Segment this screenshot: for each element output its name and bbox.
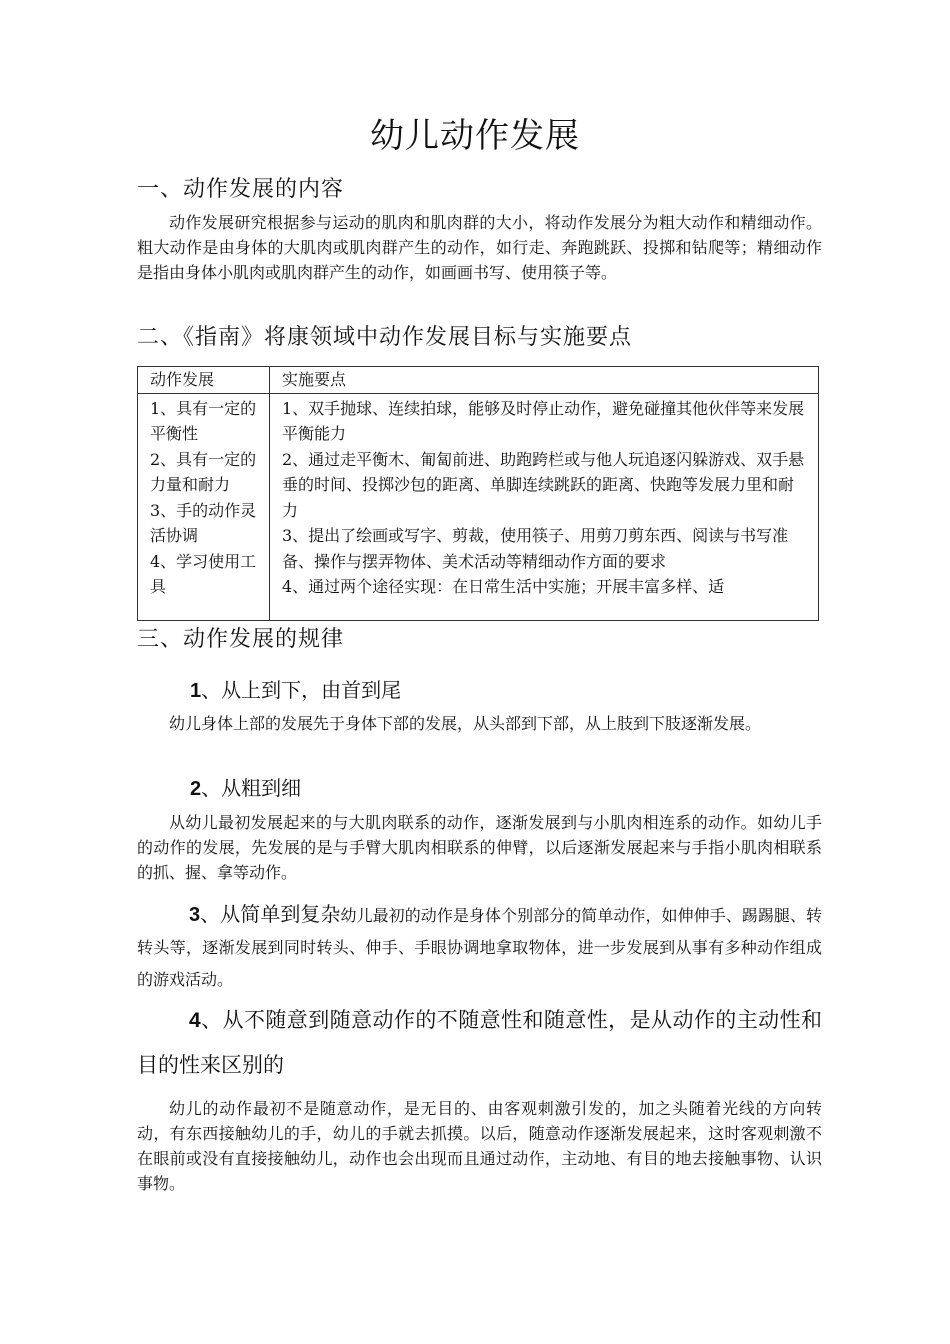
- rule4-title: 4、从不随意到随意动作的不随意性和随意性，是从动作的主动性和目的性来区别的: [137, 1008, 822, 1077]
- rule1-number: 1: [190, 680, 202, 702]
- point-item: 4、通过两个途径实现：在日常生活中实施；开展丰富多样、适: [282, 577, 725, 596]
- goal-item: 4、学习使用工具: [150, 551, 257, 596]
- section1-body: 动作发展研究根据参与运动的肌肉和肌肉群的大小，将动作发展分为粗大动作和精细动作。粗大动作是由身体的大肌肉或肌肉群产生的动作，如行走、奔跑跳跃、投掷和钻爬等；精细动作是指由身体小肌肉或肌肉群产生的动作，如画画书写、使用筷子等。: [137, 213, 822, 282]
- rule4-number: 4: [189, 1009, 201, 1032]
- rule3-number: 3: [189, 904, 201, 926]
- rule1-title: 1、从上到下，由首到尾: [190, 678, 402, 702]
- rule3-paragraph: [137, 898, 822, 996]
- section1-heading: 一、动作发展的内容: [137, 177, 345, 202]
- rule2-body: 从幼儿最初发展起来的与大肌肉联系的动作，逐渐发展到与小肌肉相连系的动作。如幼儿手的动作的发展，先发展的是与手臂大肌肉相联系的伸臂，以后逐渐发展起来与手指小肌肉相联系的抓、握、拿等动作。: [137, 813, 822, 882]
- points-cell: [270, 393, 819, 620]
- goal-item: 1、具有一定的平衡性: [150, 398, 257, 443]
- goal-item: 2、具有一定的力量和耐力: [150, 449, 257, 494]
- rule1-body: 幼儿身体上部的发展先于身体下部的发展，从头部到下部，从上肢到下肢逐渐发展。: [169, 714, 762, 733]
- rule2-number: 2: [190, 778, 202, 800]
- rule4-body: 幼儿的动作最初不是随意动作，是无目的、由客观刺激引发的，加之头随着光线的方向转动，有东西接触幼儿的手，幼儿的手就去抓摸。以后，随意动作逐渐发展起来，这时客观刺激不在眼前或没有直接接触幼儿，动作也会出现而且通过动作，主动地、有目的地去接触事物、认识事物。: [137, 1099, 822, 1193]
- rule3-title: 3、从简单到复杂: [189, 902, 341, 926]
- goal-item: 3、手的动作灵活协调: [150, 500, 257, 545]
- section2-heading: 二、《指南》将康领域中动作发展目标与实施要点: [137, 325, 633, 350]
- goals-table: [137, 366, 819, 621]
- table-header-row: [138, 367, 819, 394]
- rule2-title: 2、从粗到细: [190, 776, 302, 800]
- point-item: 1、双手抛球、连续拍球，能够及时停止动作，避免碰撞其他伙伴等来发展平衡能力: [282, 398, 805, 443]
- table-header-goal: 动作发展: [138, 367, 270, 394]
- document-title: 幼儿动作发展: [370, 116, 580, 156]
- point-item: 3、提出了绘画或写字、剪裁，使用筷子、用剪刀剪东西、阅读与书写准备、操作与摆弄物体、美术活动等精细动作方面的要求: [282, 526, 789, 571]
- table-row: [138, 393, 819, 620]
- section3-heading: 三、动作发展的规律: [137, 627, 345, 652]
- goals-cell: [138, 393, 270, 620]
- table-header-points: 实施要点: [270, 367, 819, 394]
- rule3-body: 幼儿最初的动作是身体个别部分的简单动作，如伸伸手、踢踢腿、转转头等，逐渐发展到同时转头、伸手、手眼协调地拿取物体，进一步发展到从事有多种动作组成的游戏活动。: [137, 906, 822, 989]
- point-item: 2、通过走平衡木、匍匐前进、助跑跨栏或与他人玩追逐闪躲游戏、双手悬垂的时间、投掷沙包的距离、单脚连续跳跃的距离、快跑等发展力里和耐力: [282, 449, 805, 520]
